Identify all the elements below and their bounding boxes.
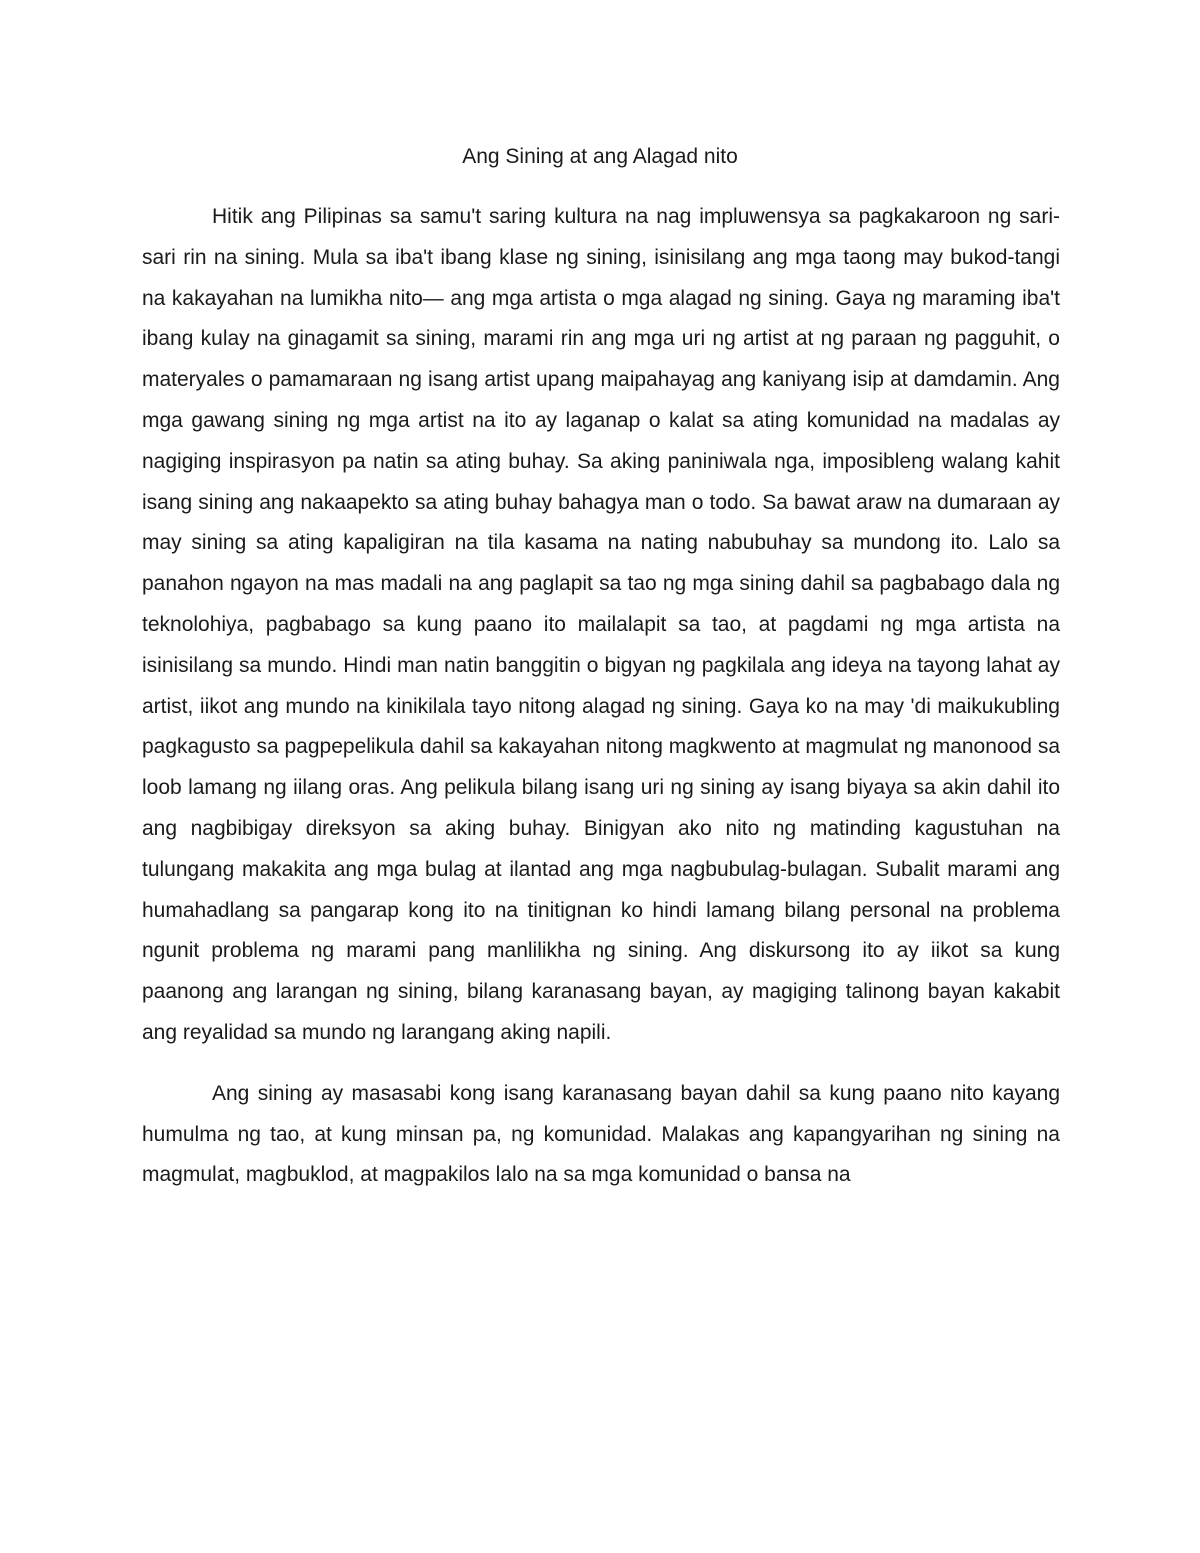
paragraph-2: Ang sining ay masasabi kong isang karanasang bayan dahil sa kung paano nito kayang humulma ng tao, at kung minsan pa, ng komunidad. Malakas ang kapangyarihan ng sining na magmulat, magbuklod, at magpakilos lalo na sa mga komunidad o bansa na bbox=[142, 1081, 1060, 1187]
document-title: Ang Sining at ang Alagad nito bbox=[462, 145, 738, 168]
paragraph-1: Hitik ang Pilipinas sa samu't saring kultura na nag impluwensya sa pagkakaroon ng sari-sari rin na sining. Mula sa iba't ibang klase ng sining, isinisilang ang mga taong may bukod-tangi na kakayahan na lumikha nito— ang mga artista o mga alagad ng sining. Gaya ng maraming iba't ibang kulay na ginagamit sa sining, marami rin ang mga uri ng artist at ng paraan ng pagguhit, o materyales o pamamaraan ng isang artist upang maipahayag ang kaniyang isip at damdamin. Ang mga gawang sining ng mga artist na ito ay laganap o kalat sa ating komunidad na madalas ay nagiging inspirasyon pa natin sa ating buhay. Sa aking paniniwala nga, imposibleng walang kahit isang sining ang nakaapekto sa ating buhay bahagya man o todo. Sa bawat araw na dumaraan ay may sining sa ating kapaligiran na tila kasama na nating nabubuhay sa mundong ito. Lalo sa panahon ngayon na mas madali na ang paglapit sa tao ng mga sining dahil sa pagbabago dala ng teknolohiya, pagbabago sa kung paano ito mailalapit sa tao, at pagdami ng mga artista na isinisilang sa mundo. Hindi man natin banggitin o bigyan ng pagkilala ang ideya na tayong lahat ay artist, iikot ang mundo na kinikilala tayo nitong alagad ng sining. Gaya ko na may 'di maikukubling pagkagusto sa pagpepelikula dahil sa kakayahan nitong magkwento at magmulat ng manonood sa loob lamang ng iilang oras. Ang pelikula bilang isang uri ng sining ay isang biyaya sa akin dahil ito ang nagbibigay direksyon sa aking buhay. Binigyan ako nito ng matinding kagustuhan na tulungang makakita ang mga bulag at ilantad ang mga nagbubulag-bulagan. Subalit marami ang humahadlang sa pangarap kong ito na tinitignan ko hindi lamang bilang personal na problema ngunit problema ng marami pang manlilikha ng sining. Ang diskursong ito ay iikot sa kung paanong ang larangan ng sining, bilang karanasang bayan, ay magiging talinong bayan kakabit ang reyalidad sa mundo ng larangang aking napili. bbox=[142, 205, 1060, 1044]
document-body bbox=[142, 197, 1060, 1196]
